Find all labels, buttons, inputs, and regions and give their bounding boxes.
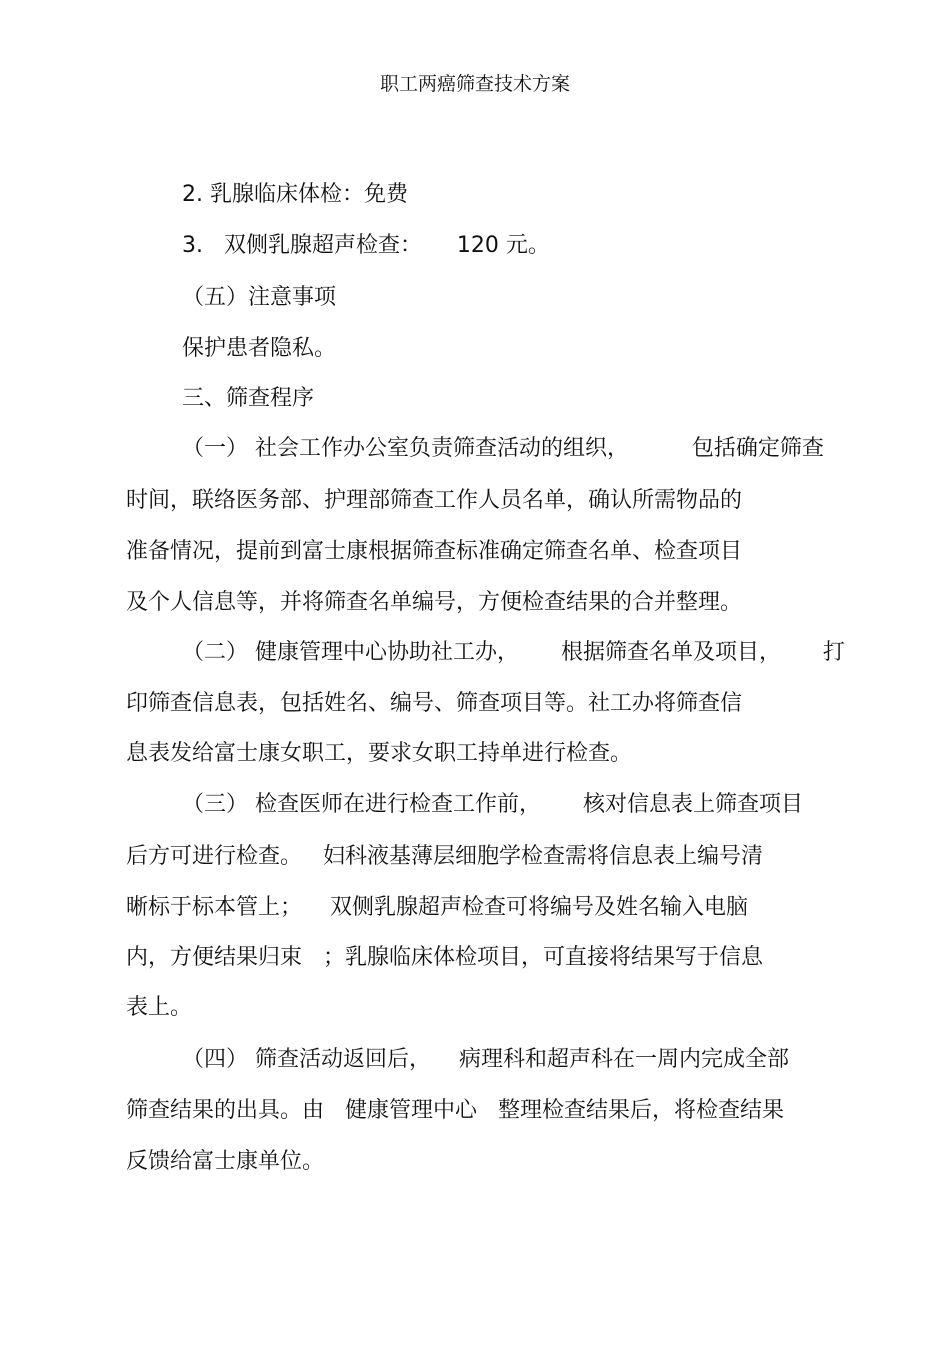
paragraph-line: （三） 检查医师在进行检查工作前， 核对信息表上筛查项目 — [182, 792, 803, 817]
paragraph-line: 息表发给富士康女职工，要求女职工持单进行检查。 — [126, 741, 633, 766]
paragraph-line: （二） 健康管理中心协助社工办， 根据筛查名单及项目， 打 — [182, 640, 845, 665]
paragraph-line: 印筛查信息表，包括姓名、编号、筛查项目等。社工办将筛查信 — [126, 691, 743, 716]
paragraph-line: 准备情况，提前到富士康根据筛查标准确定筛查名单、检查项目 — [126, 539, 743, 564]
paragraph-line: 内，方便结果归束 ；乳腺临床体检项目，可直接将结果写于信息 — [126, 945, 763, 970]
section-heading-procedure: 三、筛查程序 — [182, 386, 315, 411]
paragraph-line: 表上。 — [126, 995, 193, 1020]
paragraph-line: 及个人信息等，并将筛查名单编号，方便检查结果的合并整理。 — [126, 590, 743, 615]
paragraph-privacy: 保护患者隐私。 — [182, 336, 337, 361]
fee-item-ultrasound: 3. 双侧乳腺超声检查： 120 元。 — [182, 233, 550, 258]
fee-item-breast-exam: 2. 乳腺临床体检：免费 — [182, 182, 408, 207]
paragraph-line: 反馈给富士康单位。 — [126, 1149, 325, 1174]
page-title: 职工两癌筛查技术方案 — [379, 73, 570, 95]
paragraph-line: 晰标于标本管上； 双侧乳腺超声检查可将编号及姓名输入电脑 — [126, 895, 748, 920]
paragraph-line: 筛查结果的出具。由 健康管理中心 整理检查结果后，将检查结果 — [126, 1098, 784, 1123]
paragraph-line: 时间，联络医务部、护理部筛查工作人员名单，确认所需物品的 — [126, 488, 743, 513]
paragraph-line: （四） 筛查活动返回后， 病理科和超声科在一周内完成全部 — [182, 1047, 789, 1072]
paragraph-line: （一） 社会工作办公室负责筛查活动的组织， 包括确定筛查 — [182, 436, 824, 461]
section-heading-notes: （五）注意事项 — [182, 285, 337, 310]
paragraph-line: 后方可进行检查。 妇科液基薄层细胞学检查需将信息表上编号清 — [126, 844, 763, 869]
